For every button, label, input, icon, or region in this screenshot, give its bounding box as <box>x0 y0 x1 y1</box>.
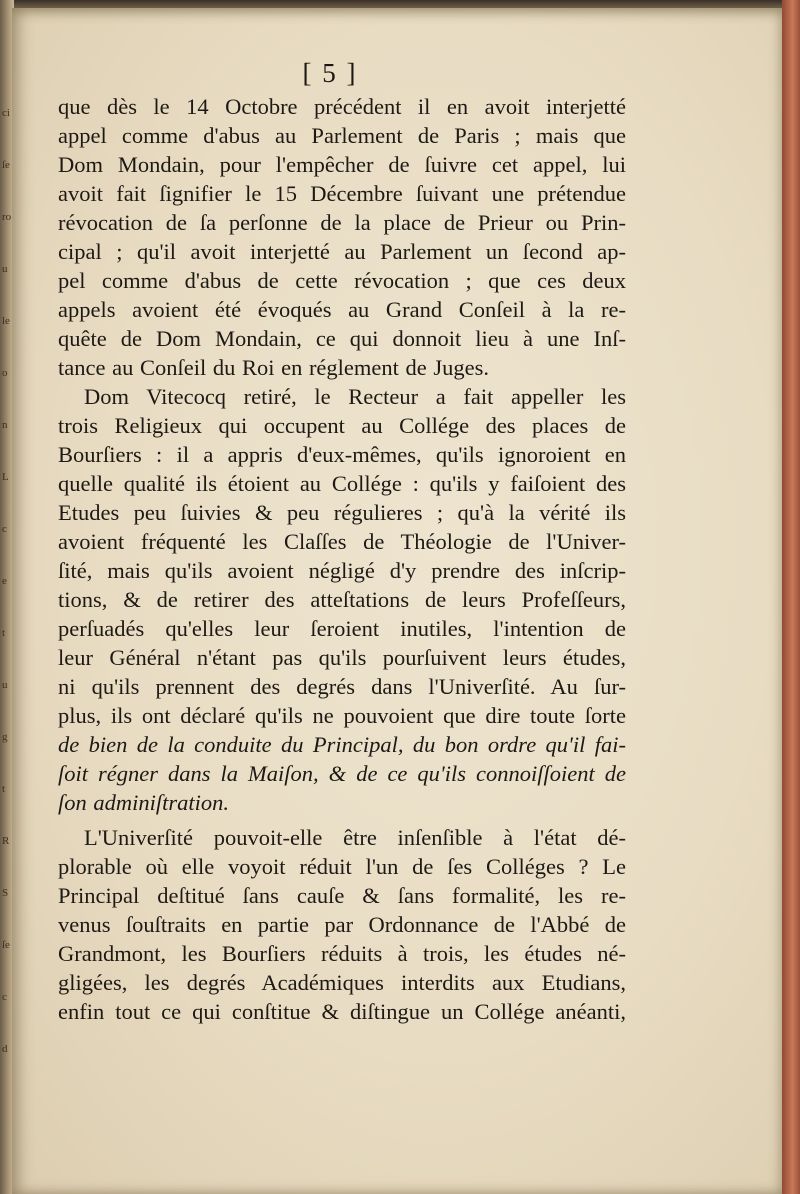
text-line: Principal deſtitué ſans cauſe & ſans formalité, les re- <box>58 883 626 908</box>
text-line: appels avoient été évoqués au Grand Conſeil à la re- <box>58 297 626 322</box>
adjacent-page-marks: ci ſe ro u le o n L c e t u g t R S ſe c d <box>2 107 12 1055</box>
body-text <box>58 92 626 1026</box>
page-number: [ 5 ] <box>302 58 358 88</box>
text-line: que dès le 14 Octobre précédent il en avoit interjetté <box>58 94 626 119</box>
text-line: Etudes peu ſuivies & peu régulieres ; qu'à la vérité ils <box>58 500 626 525</box>
text-line: gligées, les degrés Académiques interdits aux Etudians, <box>58 970 626 995</box>
text-line: ni qu'ils prennent des degrés dans l'Univerſité. Au ſur- <box>58 674 626 699</box>
text-line: L'Univerſité pouvoit-elle être inſenſible à l'état dé- <box>84 825 626 850</box>
text-line: révocation de ſa perſonne de la place de Prieur ou Prin- <box>58 210 626 235</box>
text-line: tance au Conſeil du Roi en réglement de Juges. <box>58 355 490 380</box>
text-line: tions, & de retirer des atteſtations de leurs Profeſſeurs, <box>58 587 626 612</box>
text-line: trois Religieux qui occupent au Collége des places de <box>58 413 626 438</box>
book-block-edge <box>782 0 800 1194</box>
text-line: leur Général n'étant pas qu'ils pourſuivent leurs études, <box>58 645 626 670</box>
text-line: cipal ; qu'il avoit interjetté au Parlement un ſecond ap- <box>58 239 626 264</box>
text-line: Dom Vitecocq retiré, le Recteur a fait appeller les <box>84 384 626 409</box>
text-line: avoient fréquenté les Claſſes de Théologie de l'Univer- <box>58 529 626 554</box>
text-line: plus, ils ont déclaré qu'ils ne pouvoient que dire toute ſorte <box>58 703 626 728</box>
text-line: quête de Dom Mondain, ce qui donnoit lieu à une Inſ- <box>58 326 626 351</box>
text-line: perſuadés qu'elles leur ſeroient inutiles, l'intention de <box>58 616 626 641</box>
text-line: avoit fait ſignifier le 15 Décembre ſuivant une prétendue <box>58 181 626 206</box>
text-line: plorable où elle voyoit réduit l'un de ſes Colléges ? Le <box>58 854 626 879</box>
text-line-italic: ſoit régner dans la Maiſon, & de ce qu'ils connoiſſoient de <box>58 761 626 786</box>
text-line: appel comme d'abus au Parlement de Paris ; mais que <box>58 123 626 148</box>
text-line: venus ſouſtraits en partie par Ordonnance de l'Abbé de <box>58 912 626 937</box>
text-line: pel comme d'abus de cette révocation ; que ces deux <box>58 268 626 293</box>
text-line: Bourſiers : il a appris d'eux-mêmes, qu'ils ignoroient en <box>58 442 626 467</box>
text-line-italic: de bien de la conduite du Principal, du bon ordre qu'il fai- <box>58 732 626 757</box>
text-line: ſité, mais qu'ils avoient négligé d'y prendre des inſcrip- <box>58 558 626 583</box>
text-line: enfin tout ce qui conſtitue & diſtingue un Collége anéanti, <box>58 999 626 1024</box>
text-line: Dom Mondain, pour l'empêcher de ſuivre cet appel, lui <box>58 152 626 177</box>
text-line: Grandmont, les Bourſiers réduits à trois, les études né- <box>58 941 626 966</box>
text-line-italic: ſon adminiſtration. <box>58 790 230 815</box>
text-line: quelle qualité ils étoient au Collége : qu'ils y faiſoient des <box>58 471 626 496</box>
